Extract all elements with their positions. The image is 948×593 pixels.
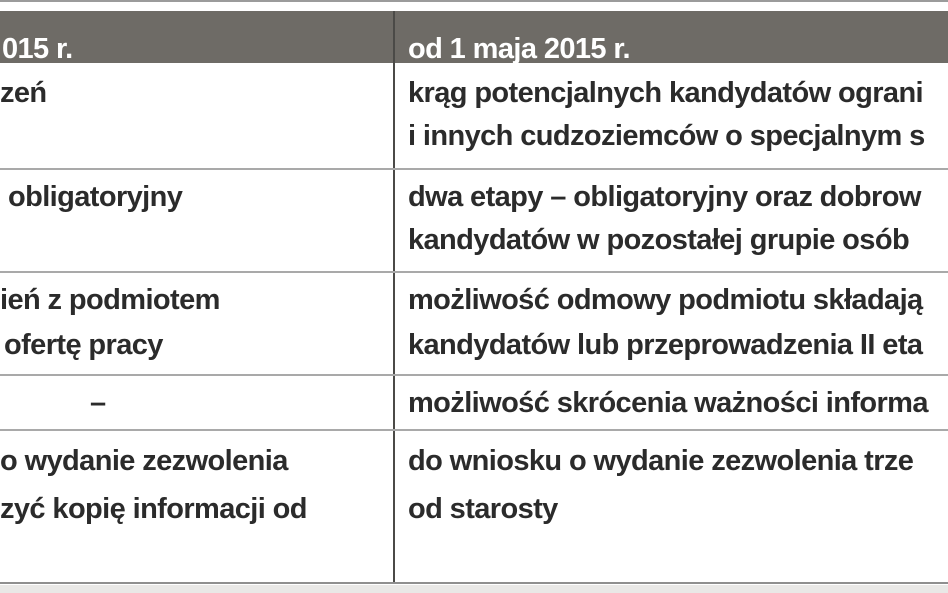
row-separator <box>0 271 948 273</box>
table-cell-line: kandydatów w pozostałej grupie osób <box>408 224 910 256</box>
row-separator <box>0 582 948 584</box>
table-cell-line: o wydanie zezwolenia <box>0 445 288 477</box>
table-cell-line: obligatoryjny <box>8 181 183 213</box>
table-cell-line: możliwość skrócenia ważności informa <box>408 387 928 419</box>
table-cell-line: zyć kopię informacji od <box>0 493 307 525</box>
table-cell-line: ofertę pracy <box>4 329 163 361</box>
table-header-row <box>0 11 948 63</box>
row-separator <box>0 168 948 170</box>
table-cell-line: i innych cudzoziemców o specjalnym s <box>408 120 925 152</box>
table-cell-line: do wniosku o wydanie zezwolenia trze <box>408 445 914 477</box>
table-header-left: 015 r. <box>2 33 73 65</box>
table-cell-line: ień z podmiotem <box>0 284 220 316</box>
top-border <box>0 0 948 2</box>
row-separator <box>0 374 948 376</box>
row-separator <box>0 429 948 431</box>
table-cell-line: możliwość odmowy podmiotu składają <box>408 284 923 316</box>
table-cell-line: kandydatów lub przeprowadzenia II eta <box>408 329 923 361</box>
table-cell-line: od starosty <box>408 493 558 525</box>
table-cell-line: krąg potencjalnych kandydatów ograni <box>408 77 924 109</box>
table-cell-line: zeń <box>0 77 47 109</box>
bottom-strip <box>0 585 948 593</box>
table-header-right: od 1 maja 2015 r. <box>408 33 630 65</box>
table-cell-line: dwa etapy – obligatoryjny oraz dobrow <box>408 181 921 213</box>
table-cell-line: – <box>90 387 106 419</box>
column-divider <box>393 11 395 583</box>
